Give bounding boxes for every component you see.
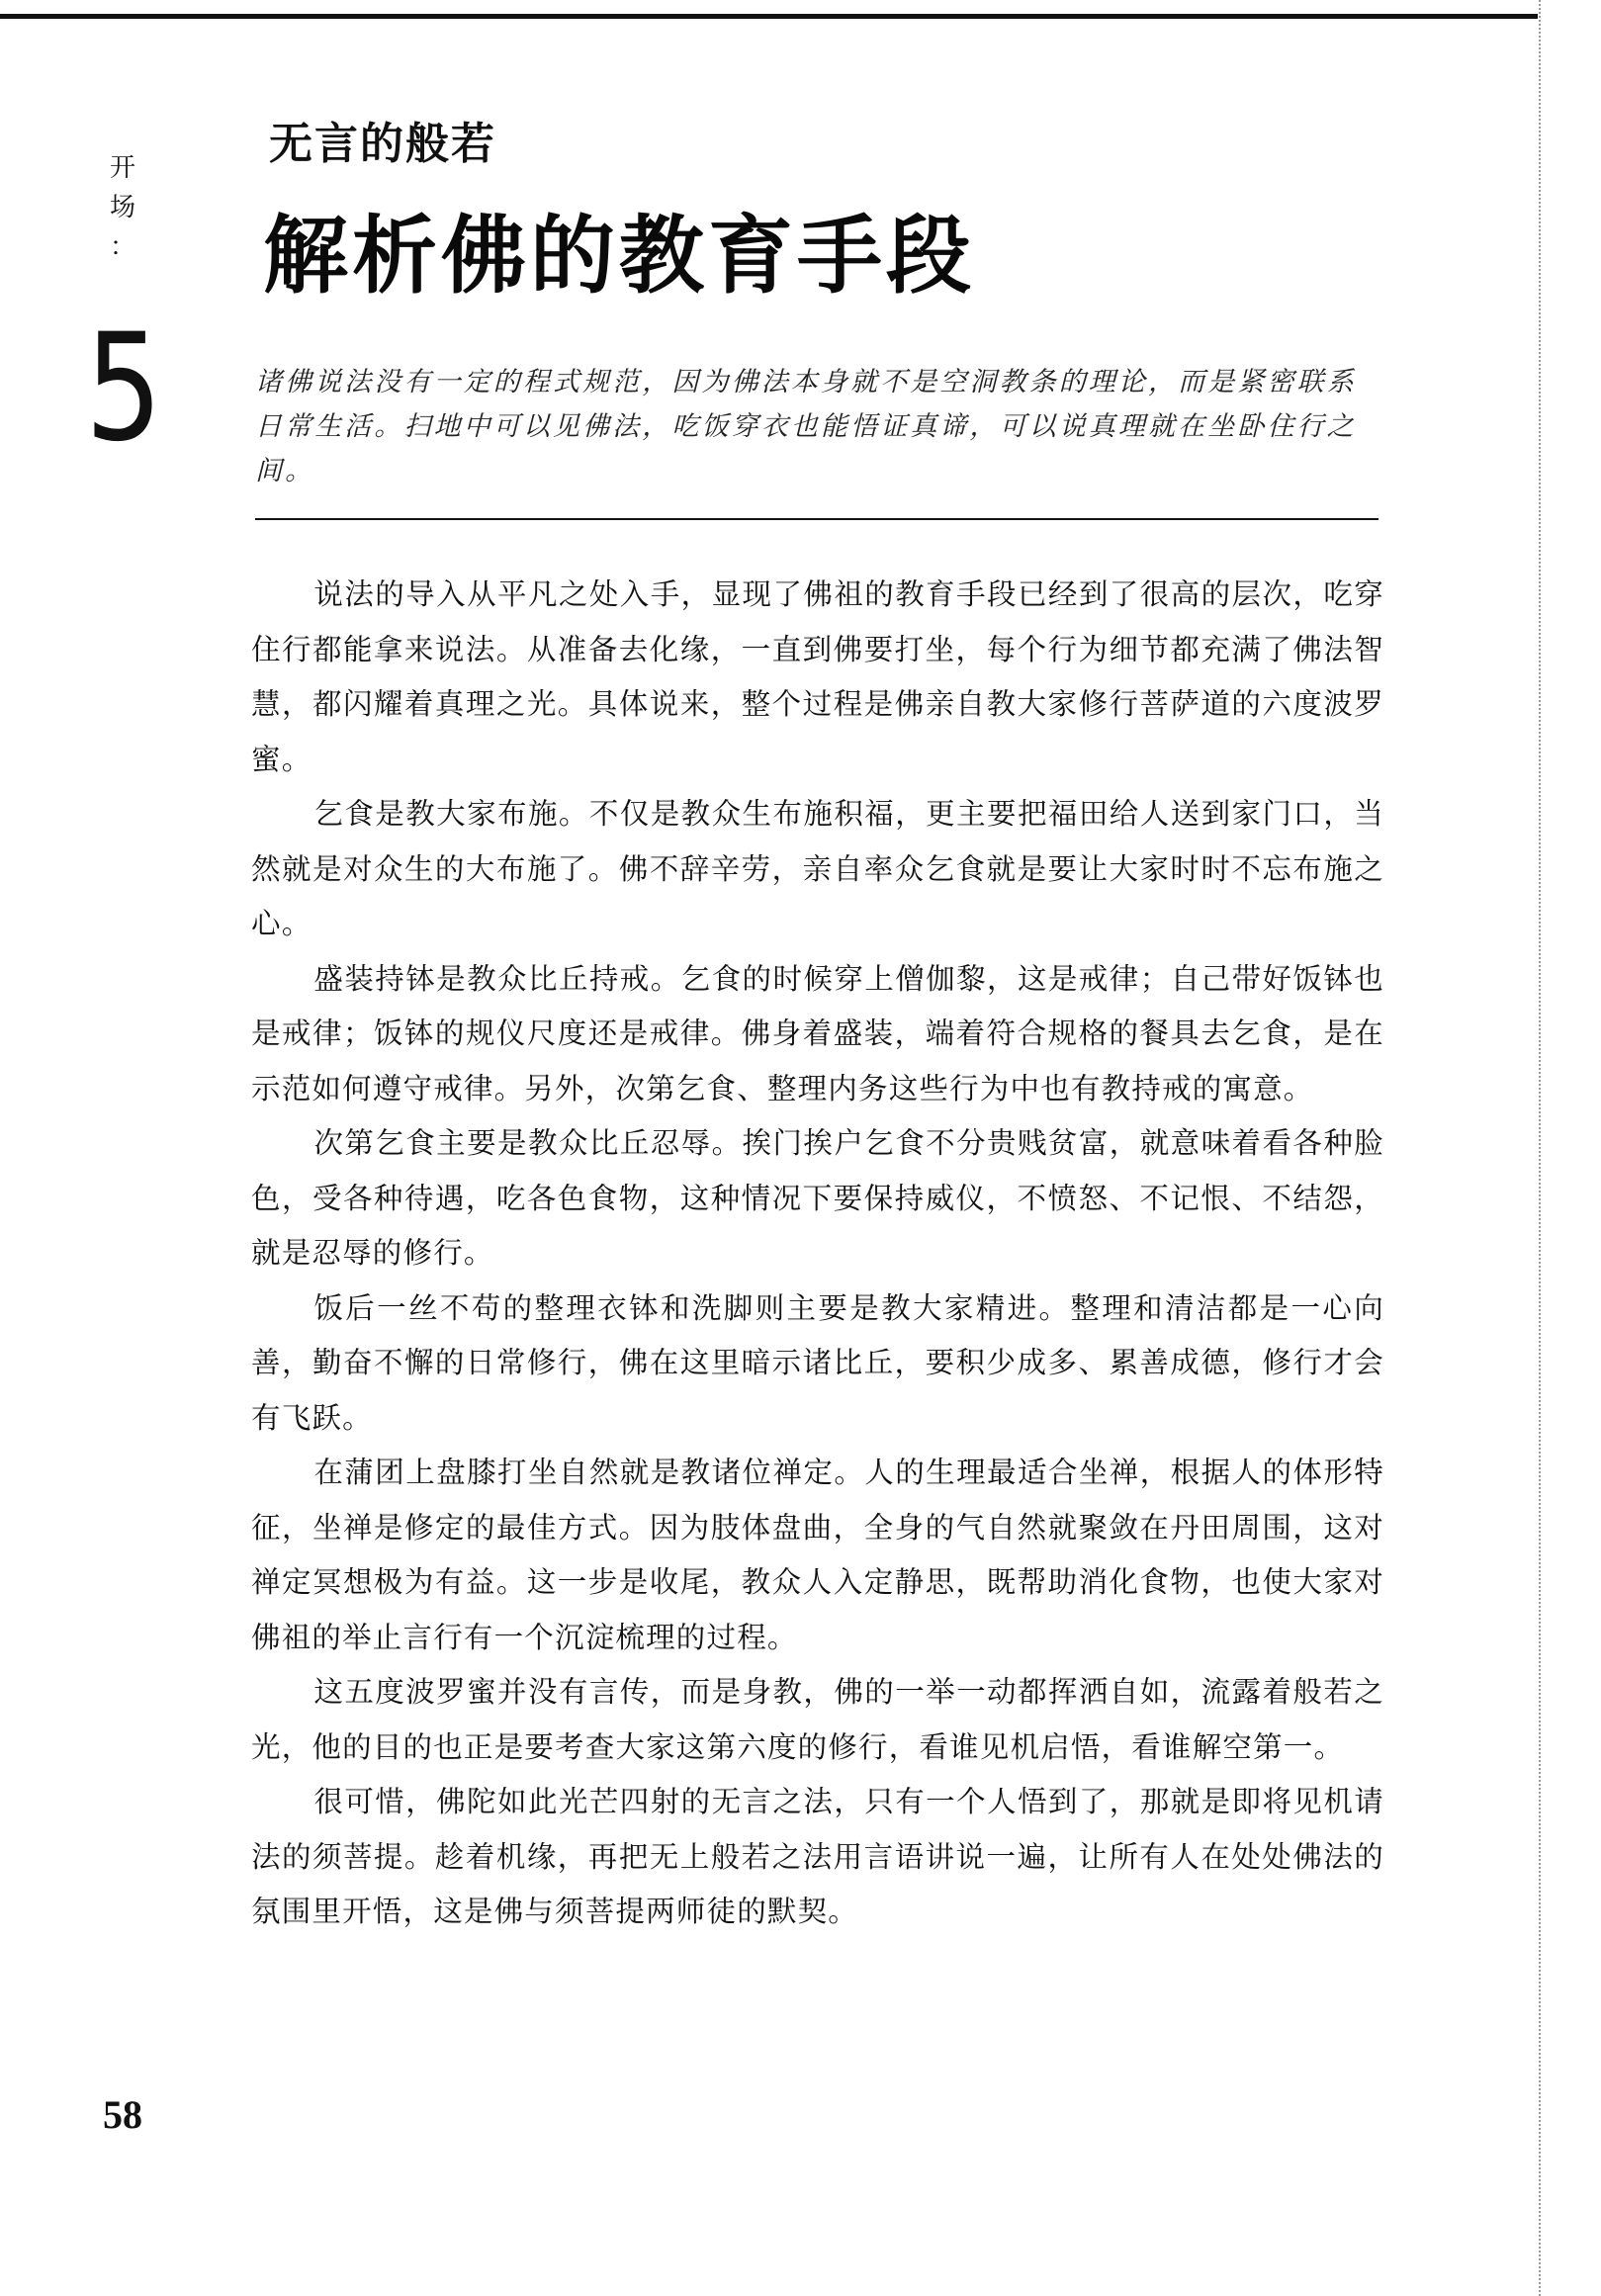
- chapter-label-char: 开: [109, 153, 135, 183]
- section-subtitle: 无言的般若: [269, 119, 496, 169]
- chapter-label: [103, 148, 142, 267]
- body-paragraph: 次第乞食主要是教众比丘忍辱。挨门挨户乞食不分贵贱贫富，就意味着看各种脸色，受各种待遇，吃各色食物，这种情况下要保持威仪，不愤怒、不记恨、不结怨，就是忍辱的修行。: [251, 1126, 1384, 1270]
- body-paragraph: 饭后一丝不苟的整理衣钵和洗脚则主要是教大家精进。整理和清洁都是一心向善，勤奋不懈的日常修行，佛在这里暗示诸比丘，要积少成多、累善成德，修行才会有飞跃。: [251, 1290, 1384, 1435]
- scan-edge-line: [1539, 0, 1541, 2296]
- body-paragraph: 这五度波罗蜜并没有言传，而是身教，佛的一举一动都挥洒自如，流露着般若之光，他的目的也正是要考查大家这第六度的修行，看谁见机启悟，看谁解空第一。: [251, 1675, 1384, 1764]
- intro-paragraph: 诸佛说法没有一定的程式规范，因为佛法本身就不是空洞教条的理论，而是紧密联系日常生活。扫地中可以见佛法，吃饭穿衣也能悟证真谛，可以说真理就在坐卧住行之间。: [255, 367, 1357, 486]
- chapter-label-char: ：: [109, 232, 135, 262]
- chapter-label-char: 场: [109, 193, 135, 222]
- chapter-number: 5: [85, 303, 163, 475]
- body-text: [251, 568, 1384, 1940]
- page-number: 58: [103, 2092, 142, 2137]
- body-paragraph: 在蒲团上盘膝打坐自然就是教诸位禅定。人的生理最适合坐禅，根据人的体形特征，坐禅是修定的最佳方式。因为肢体盘曲，全身的气自然就聚敛在丹田周围，这对禅定冥想极为有益。这一步是收尾，教众人入定静思，既帮助消化食物，也使大家对佛祖的举止言行有一个沉淀梳理的过程。: [251, 1456, 1384, 1654]
- body-paragraph: 很可惜，佛陀如此光芒四射的无言之法，只有一个人悟到了，那就是即将见机请法的须菩提。趁着机缘，再把无上般若之法用言语讲说一遍，让所有人在处处佛法的氛围里开悟，这是佛与须菩提两师徒的默契。: [251, 1785, 1384, 1928]
- intro-divider: [255, 518, 1379, 520]
- section-title: 解析佛的教育手段: [263, 207, 975, 306]
- body-paragraph: 说法的导入从平凡之处入手，显现了佛祖的教育手段已经到了很高的层次，吃穿住行都能拿来说法。从准备去化缘，一直到佛要打坐，每个行为细节都充满了佛法智慧，都闪耀着真理之光。具体说来，整个过程是佛亲自教大家修行菩萨道的六度波罗蜜。: [251, 577, 1384, 776]
- top-border-rule: [0, 14, 1538, 19]
- body-paragraph: 盛装持钵是教众比丘持戒。乞食的时候穿上僧伽黎，这是戒律；自己带好饭钵也是戒律；饭钵的规仪尺度还是戒律。佛身着盛装，端着符合规格的餐具去乞食，是在示范如何遵守戒律。另外，次第乞食、整理内务这些行为中也有教持戒的寓意。: [251, 961, 1384, 1105]
- body-paragraph: 乞食是教大家布施。不仅是教众生布施积福，更主要把福田给人送到家门口，当然就是对众生的大布施了。佛不辞辛劳，亲自率众乞食就是要让大家时时不忘布施之心。: [251, 797, 1384, 940]
